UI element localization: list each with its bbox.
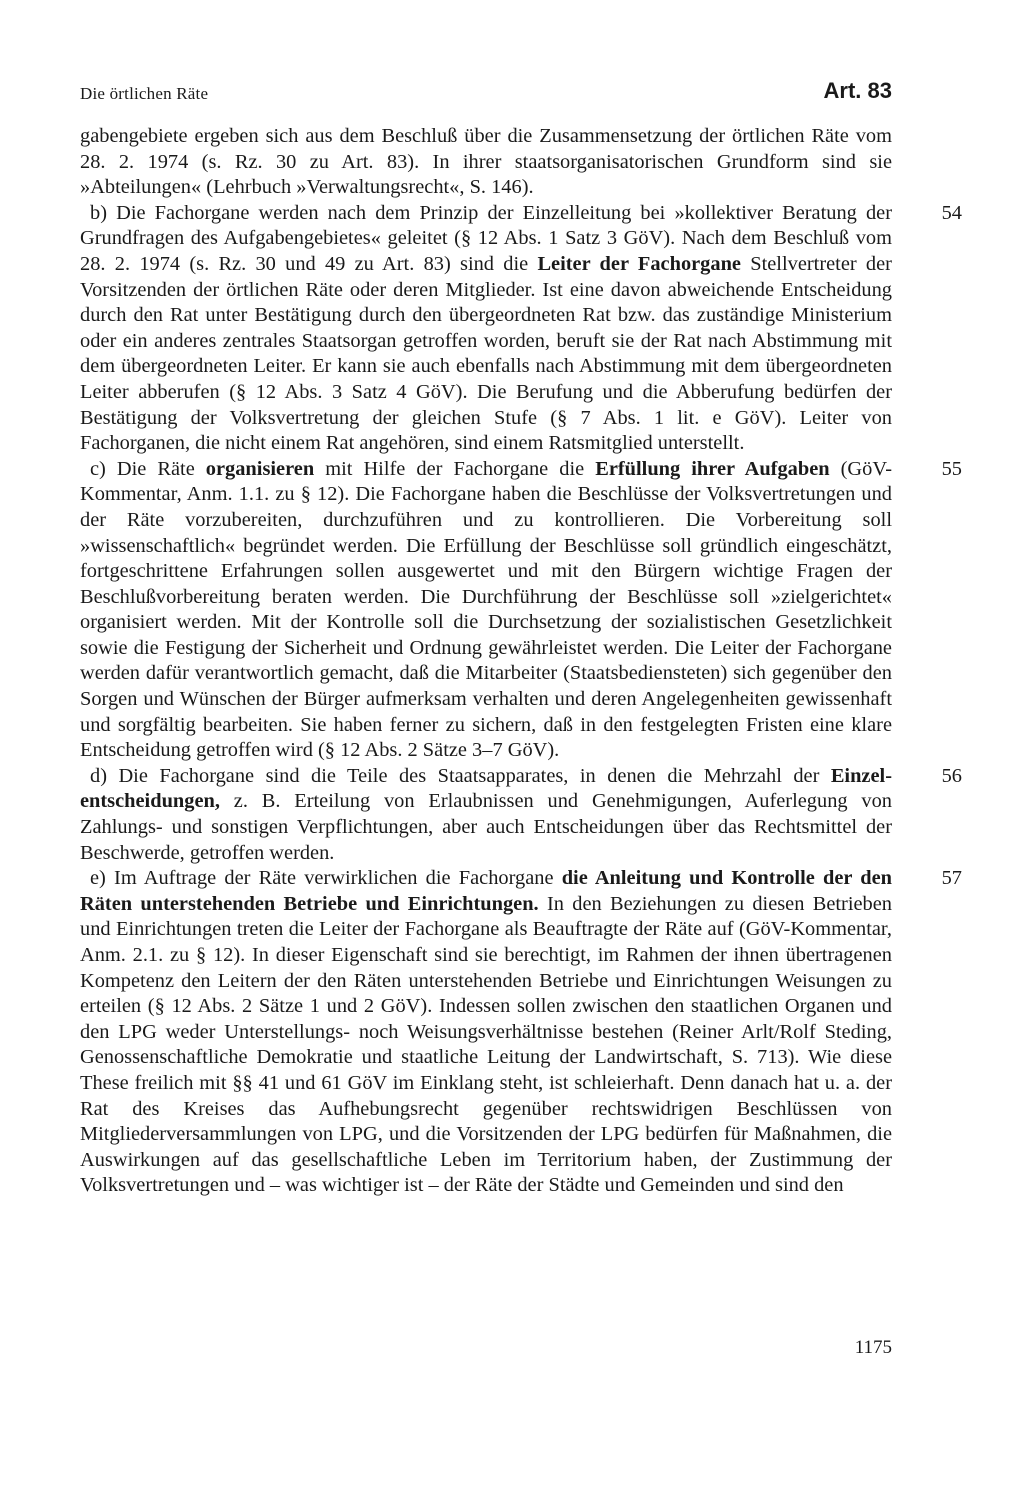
paragraph	[80, 764, 962, 866]
bold-text: die Anleitung und Kontrolle der den Räten unterstehenden Betriebe und Einrichtungen.	[80, 867, 892, 915]
margin-number: 57	[941, 867, 962, 890]
page-number: 1175	[854, 1337, 892, 1358]
text-run: gabengebiete ergeben sich aus dem Beschluß über die Zusammensetzung der örtlichen Räte vom 28. 2. 1974 (s. Rz. 30 zu Art. 83). In ihrer staatsorganisatorischen Grundform sind sie »Abteilungen« (Lehrbuch »Verwaltungsrecht«, S. 146).	[80, 125, 892, 199]
text-run: c) Die Räte	[90, 457, 206, 480]
paragraph	[80, 201, 962, 457]
text-run: d) Die Fachorgane sind die Teile des Staatsapparates, in denen die Mehrzahl der	[90, 764, 831, 787]
text-run: Stellvertreter der Vorsitzenden der örtlichen Räte oder deren Mitglieder. Ist eine davon abweichende Entscheidung durch den Rat unter Bestätigung durch den übergeordneten Rat bzw. das zuständige Ministerium oder ein anderes zentrales Staatsorgan getroffen worden, beruft sie der Rat nach Abstimmung mit dem übergeordneten Leiter. Er kann sie auch ebenfalls nach Abstimmung mit dem übergeordneten Leiter abberufen (§ 12 Abs. 3 Satz 4 GöV). Die Berufung und die Abberufung bedürfen der Bestätigung der Volksvertretung der gleichen Stufe (§ 7 Abs. 1 lit. e GöV). Leiter von Fachorganen, die nicht einem Rat angehören, sind einem Ratsmitglied unterstellt.	[80, 252, 892, 455]
bold-text: Erfüllung ihrer Aufgaben	[595, 457, 830, 480]
bold-text: Einzelentscheidungen,	[80, 764, 892, 813]
text-run: (GöV-Kommentar, Anm. 1.1. zu § 12). Die Fachorgane haben die Beschlüsse der Volksvertretungen und der Räte vorzubereiten, durchzuführen und zu kontrollieren. Die Vorbereitung soll »wissenschaftlich« begründet werden. Die Erfüllung der Beschlüsse soll gründlich eingeschätzt, fortgeschrittene Erfahrungen sollen ausgewertet und mit den Bürgern wichtige Fragen der Beschlußvorbereitung beraten werden. Die Durchführung der Beschlüsse soll »zielgerichtet« organisiert werden. Mit der Kontrolle soll die Durchsetzung der sozialistischen Gesetzlichkeit sowie die Festigung der Sicherheit und Ordnung gewährleistet werden. Die Leiter der Fachorgane werden dafür verantwortlich gemacht, daß die Mitarbeiter (Staatsbediensteten) sich gegenüber den Sorgen und Wünschen der Bürger aufmerksam verhalten und deren Angelegenheiten gewissenhaft und sorgfältig bearbeiten. Sie haben ferner zu sichern, daß in den festgelegten Fristen eine klare Entscheidung getroffen wird (§ 12 Abs. 2 Sätze 3–7 GöV).	[80, 457, 892, 762]
text-run: In den Beziehungen zu diesen Betrieben und Einrichtungen treten die Leiter der Fachorgane als Beauftragte der Räte auf (GöV-Kommentar, Anm. 2.1. zu § 12). In dieser Eigenschaft sind sie berechtigt, im Rahmen der ihnen übertragenen Kompetenz den Leitern der den Räten unterstehenden Betriebe und Einrichtungen Weisungen zu erteilen (§ 12 Abs. 2 Sätze 1 und 2 GöV). Indessen sollen zwischen den staatlichen Organen und den LPG weder Unterstellungs- noch Weisungsverhältnisse bestehen (Reiner Arlt/Rolf Steding, Genossenschaftliche Demokratie und staatliche Leitung der Landwirtschaft, S. 713). Wie diese These freilich mit §§ 41 und 61 GöV im Einklang steht, ist schleierhaft. Denn danach hat u. a. der Rat des Kreises das Aufhebungsrecht gegenüber rechtswidrigen Beschlüssen von Mitgliederversammlungen von LPG, und die Vorsitzenden der LPG bedürfen für Maßnahmen, die Auswirkungen auf das gesellschaftliche Leben im Territorium haben, der Zustimmung der Volksvertretungen und – was wichtiger ist – der Räte der Städte und Gemeinden und sind den	[80, 892, 892, 1197]
margin-number: 54	[941, 201, 962, 224]
text-run: z. B. Erteilung von Erlaubnissen und Genehmigungen, Auferlegung von Zahlungs- und sonstigen Verpflichtungen, aber auch Entscheidungen über das Rechtsmittel der Beschwerde, getroffen werden.	[80, 790, 892, 864]
margin-number: 56	[941, 764, 962, 787]
bold-text: organisieren	[205, 457, 315, 480]
text-run: mit Hilfe der Fachorgane die	[314, 457, 596, 480]
bold-text: Leiter der Fachorgane	[537, 252, 741, 275]
paragraph	[80, 866, 962, 1199]
text-run: b) Die Fachorgane werden nach dem Prinzip der Einzelleitung bei »kollektiver Beratung der Grundfragen des Aufgabengebietes« geleitet (§ 12 Abs. 1 Satz 3 GöV). Nach dem Beschluß vom 28. 2. 1974 (s. Rz. 30 und 49 zu Art. 83) sind die	[80, 201, 892, 275]
paragraph	[80, 124, 892, 201]
running-head	[80, 78, 892, 114]
paragraph	[80, 457, 962, 764]
running-title: Die örtlichen Räte	[80, 84, 209, 103]
text-run: e) Im Auftrage der Räte verwirklichen die Fachorgane	[90, 867, 562, 890]
margin-number: 55	[941, 457, 962, 480]
article-label: Art. 83	[823, 78, 892, 103]
body-text	[80, 124, 962, 1199]
